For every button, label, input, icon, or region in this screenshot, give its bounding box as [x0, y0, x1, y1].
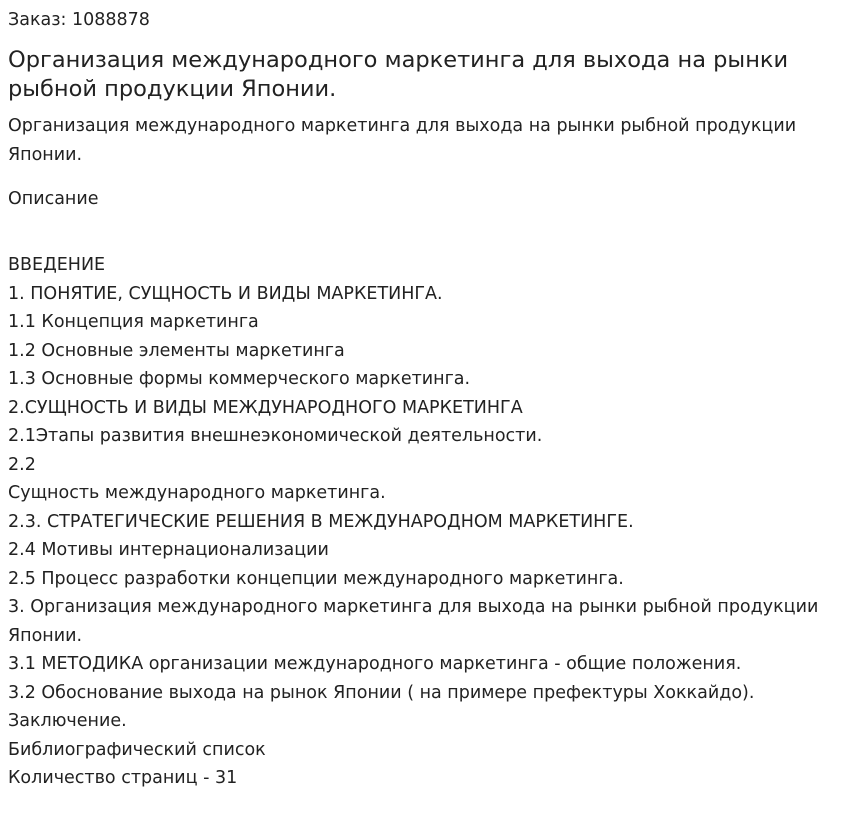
table-of-contents	[8, 251, 839, 793]
page-subtitle: Организация международного маркетинга для выхода на рынки рыбной продукции Японии.	[8, 116, 797, 165]
toc-item: 2.4 Мотивы интернационализации	[8, 540, 329, 560]
toc-item: 2.1Этапы развития внешнеэкономической деятельности.	[8, 426, 543, 446]
toc-item: 1.3 Основные формы коммерческого маркетинга.	[8, 369, 471, 389]
toc-item: 3.2 Обоснование выхода на рынок Японии ( на примере префектуры Хоккайдо).	[8, 682, 755, 703]
toc-item: 1.1 Концепция маркетинга	[8, 312, 259, 332]
toc-item: Сущность международного маркетинга.	[8, 483, 386, 503]
toc-item: 2.СУЩНОСТЬ И ВИДЫ МЕЖДУНАРОДНОГО МАРКЕТИНГА	[8, 397, 523, 418]
description-heading: Описание	[8, 189, 99, 209]
toc-item: 2.5 Процесс разработки концепции международного маркетинга.	[8, 568, 624, 589]
toc-item: 3. Организация международного маркетинга для выхода на рынки рыбной продукции Японии.	[8, 597, 819, 646]
toc-item: 1.2 Основные элементы маркетинга	[8, 340, 345, 361]
toc-item: 1. ПОНЯТИЕ, СУЩНОСТЬ И ВИДЫ МАРКЕТИНГА.	[8, 283, 443, 304]
toc-item: 2.3. СТРАТЕГИЧЕСКИЕ РЕШЕНИЯ В МЕЖДУНАРОДНОМ МАРКЕТИНГЕ.	[8, 511, 634, 532]
order-number: Заказ: 1088878	[8, 10, 150, 30]
toc-item: Библиографический список	[8, 739, 266, 760]
toc-item: Заключение.	[8, 711, 127, 731]
toc-item: Количество страниц - 31	[8, 768, 238, 788]
toc-item: 3.1 МЕТОДИКА организации международного маркетинга - общие положения.	[8, 654, 742, 674]
toc-item: ВВЕДЕНИЕ	[8, 255, 106, 275]
toc-item: 2.2	[8, 454, 36, 475]
page-title: Организация международного маркетинга для выхода на рынки рыбной продукции Японии.	[8, 47, 789, 102]
